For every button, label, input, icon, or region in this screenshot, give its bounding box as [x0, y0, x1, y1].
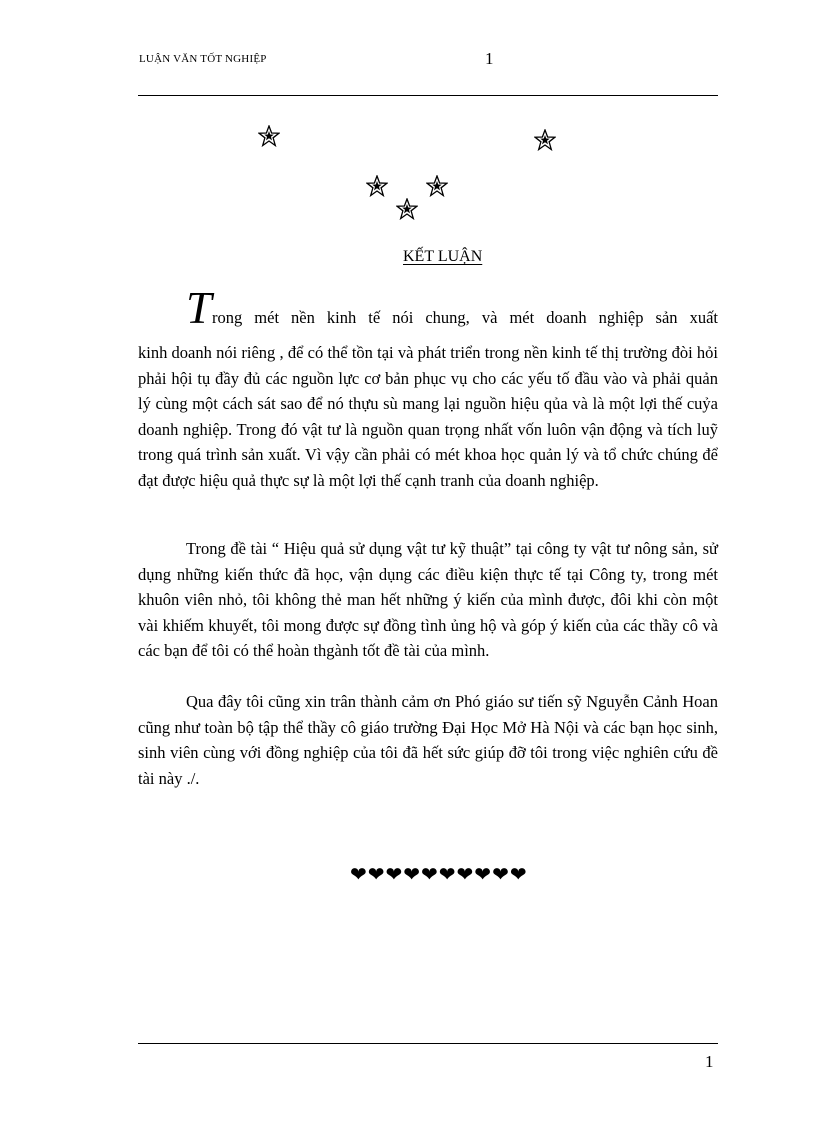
paragraph-3: Qua đây tôi cũng xin trân thành cảm ơn Phó giáo sư tiến sỹ Nguyễn Cảnh Hoan cũng như toàn bộ tập thể thầy cô giáo trường Đại Học Mở Hà Nội và các bạn học sinh, sinh viên cùng với đồng nghiệp của tôi đã hết sức giúp đỡ tôi trong việc nghiên cứu đề tài này ./. — [138, 692, 718, 788]
header-page-number: 1 — [485, 49, 494, 68]
section-heading: KẾT LUẬN — [403, 248, 483, 265]
hearts-ornament: ❤❤❤❤❤❤❤❤❤❤ — [350, 862, 528, 886]
star-outline-icon — [396, 198, 418, 220]
footer-rule — [138, 1043, 718, 1044]
header-rule — [138, 95, 718, 96]
running-header-title: LUẬN VĂN TỐT NGHIỆP — [139, 53, 267, 65]
footer-page-number: 1 — [705, 1052, 714, 1071]
paragraph-1-text: kinh doanh nói riêng , để có thể tồn tại và phát triển trong nền kinh tế thị trường đòi hỏi phải hội tụ đầy đủ các nguồn lực cơ bản phục vụ cho các yếu tố đầu vào và phải quản lý cùng một cách sát sao để nó thựu sù mang lại nguồn hiệu qủa và là một lợi thế cuỷa doanh nghiệp. Trong đó vật tư là nguồn quan trọng nhất vốn luôn vận động và tích luỹ trong quá trình sản xuất. Vì vậy cần phải có mét khoa học quản lý và tổ chức chúng để đạt được hiệu quả thực sự là một lợi thế cạnh tranh của doanh nghiệp. — [138, 343, 718, 490]
drop-cap: T — [186, 282, 212, 333]
paragraph-1-first-line — [138, 282, 718, 340]
star-outline-icon — [534, 129, 556, 151]
paragraph-1 — [138, 282, 718, 493]
paragraph-2: Trong đề tài “ Hiệu quả sử dụng vật tư kỹ thuật” tại công ty vật tư nông sản, sử dụng những kiến thức đã học, vận dụng các điều kiện thực tế tại Công ty, trong mét khuôn viên nhỏ, tôi không thẻ man hết những ý kiến của mình được, đôi khi còn một vài khiếm khuyết, tôi mong được sự đồng tình ủng hộ và góp ý kiến của các thầy cô và các bạn để tôi có thể hoàn thgành tốt đề tài của mình. — [138, 539, 718, 660]
star-outline-icon — [426, 175, 448, 197]
star-outline-icon — [258, 125, 280, 147]
star-outline-icon — [366, 175, 388, 197]
paragraph-1-first-line-text: rong mét nền kinh tế nói chung, và mét doanh nghiệp sản xuất — [212, 308, 718, 327]
